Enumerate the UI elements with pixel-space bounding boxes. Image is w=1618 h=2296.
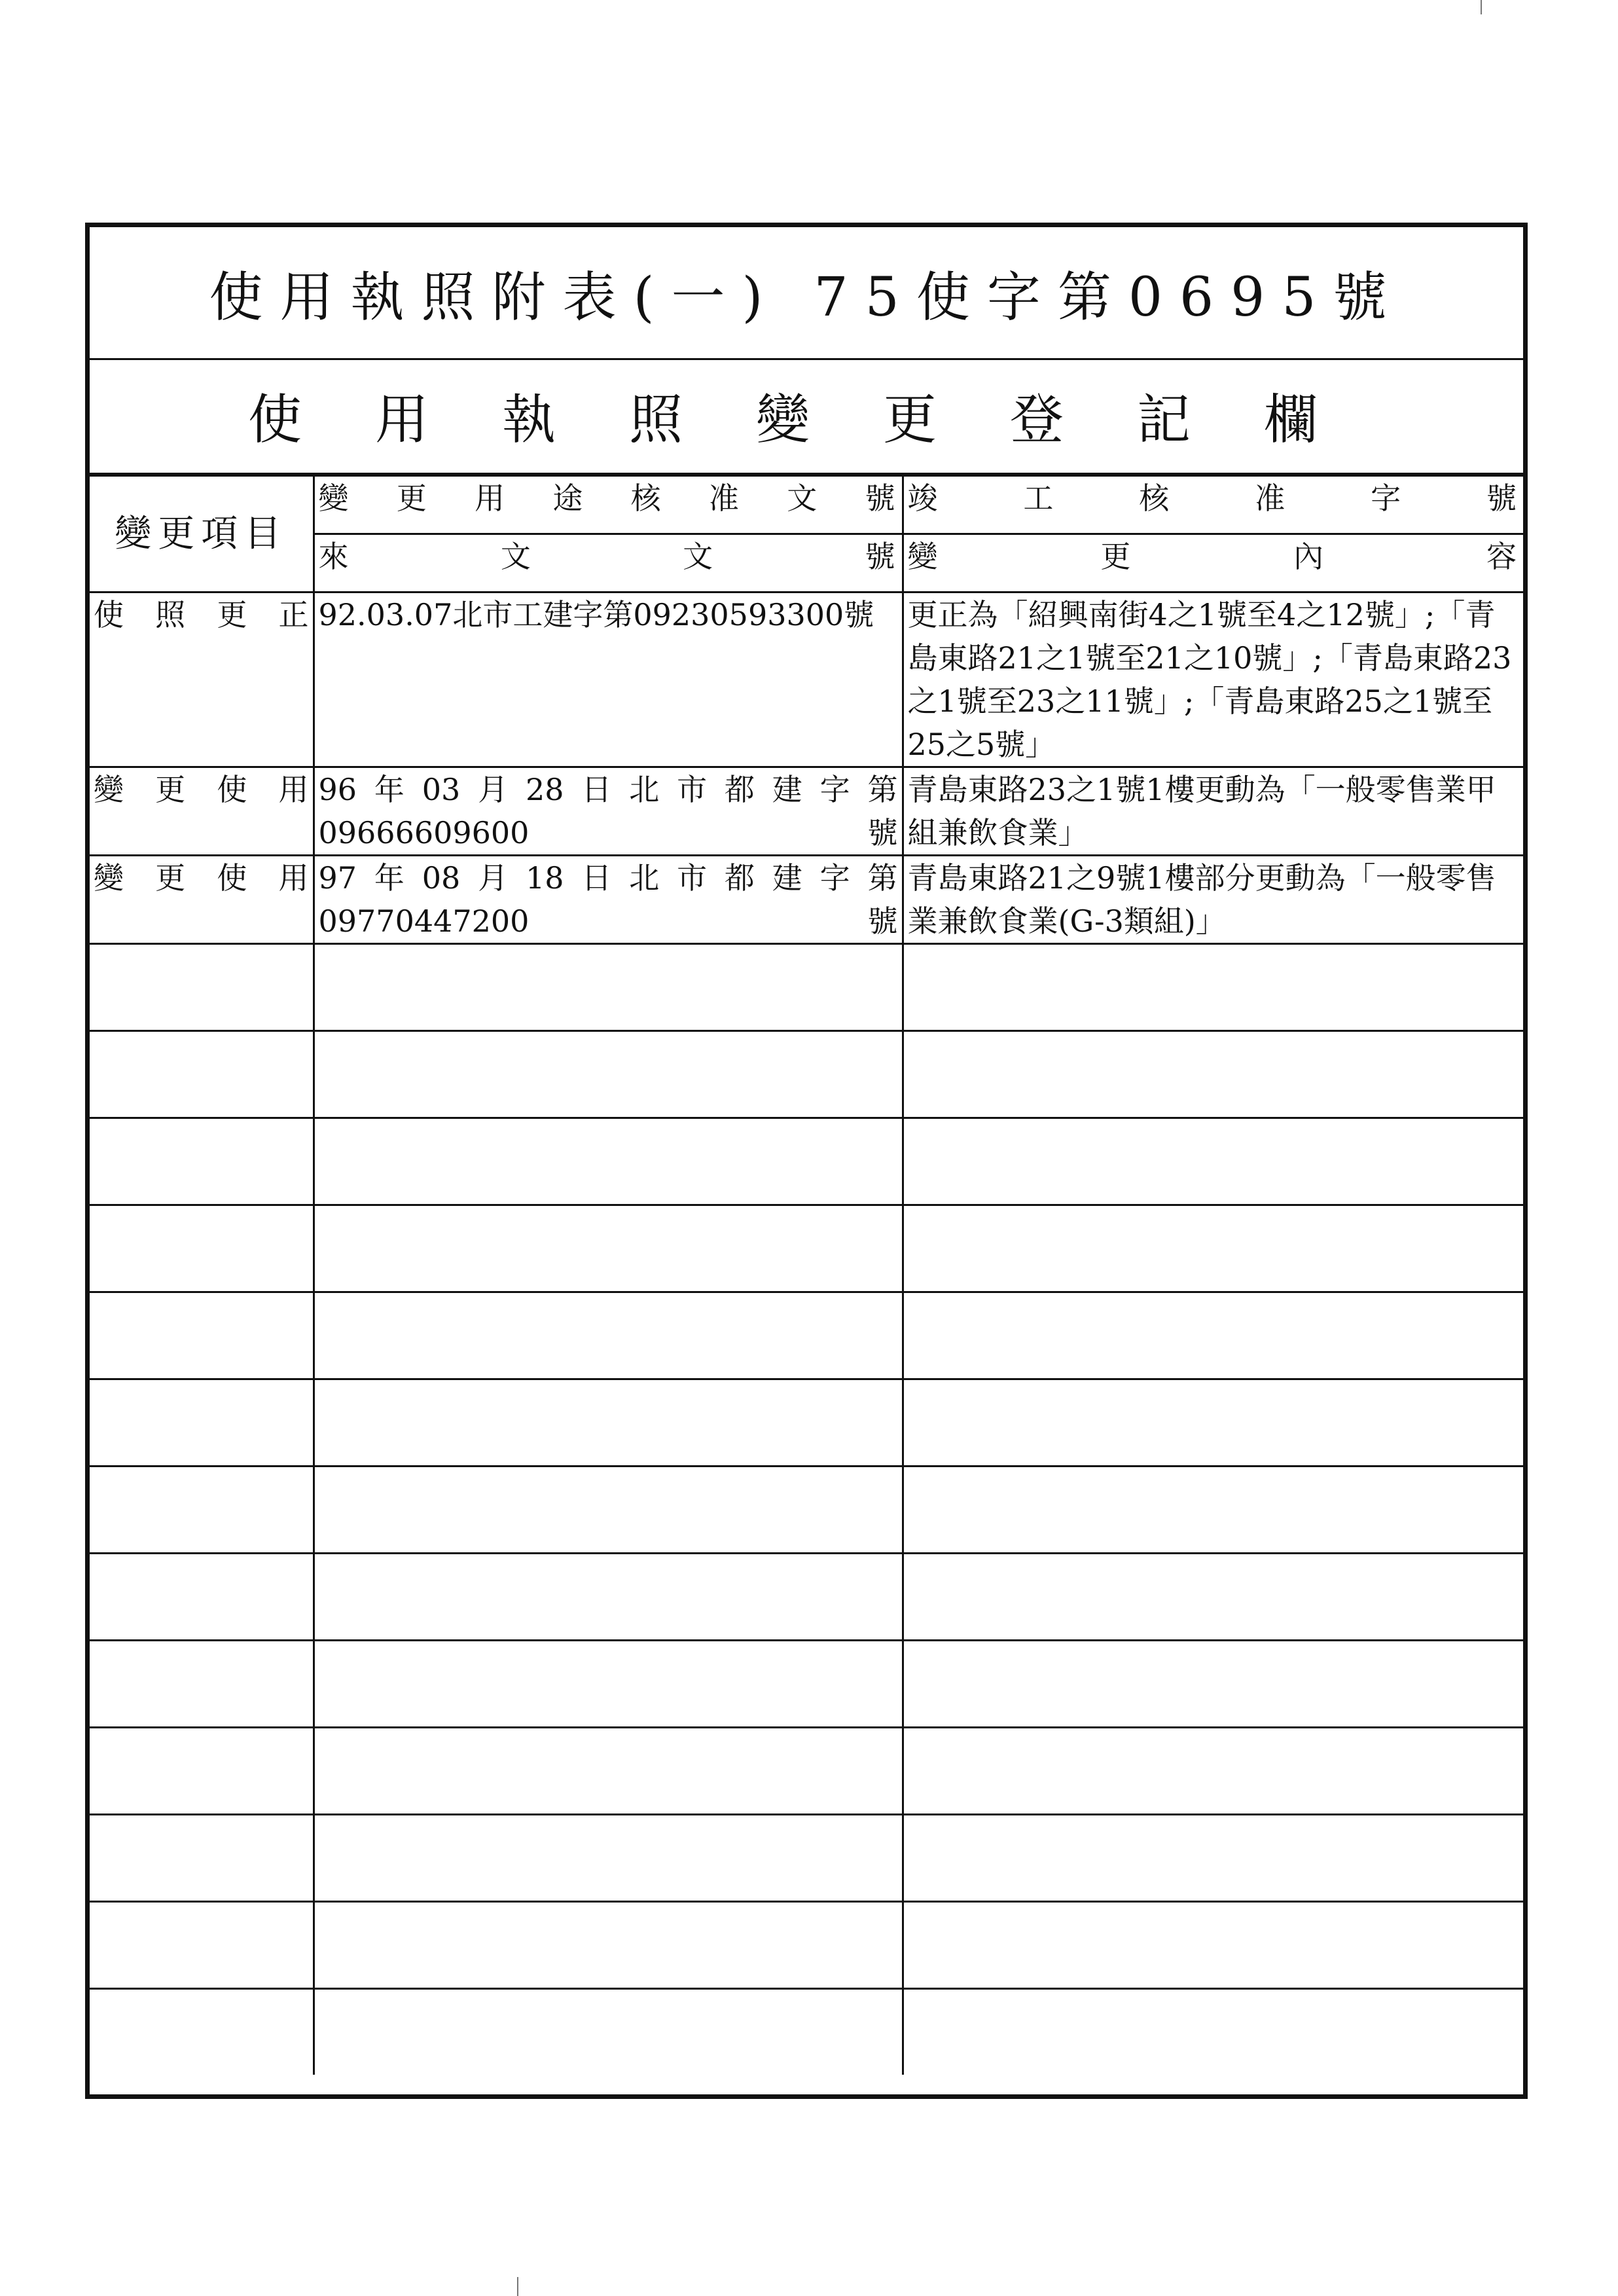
blank-cell [90, 1292, 314, 1379]
blank-cell [314, 1815, 903, 1902]
table-row [90, 856, 1523, 944]
change-register-table [90, 475, 1523, 2075]
column-header-completion-no: 竣工核准字號 [903, 476, 1523, 534]
entry-content: 青島東路21之9號1樓部分更動為「一般零售業兼飲食業(G-3類組)」 [903, 856, 1523, 944]
blank-cell [90, 1989, 314, 2075]
blank-cell [314, 1641, 903, 1728]
blank-cell [314, 1292, 903, 1379]
blank-cell [314, 1118, 903, 1205]
blank-cell [90, 1118, 314, 1205]
blank-row [90, 944, 1523, 1031]
blank-row [90, 1292, 1523, 1379]
blank-cell [903, 1641, 1523, 1728]
blank-cell [903, 1379, 1523, 1467]
blank-cell [90, 1728, 314, 1815]
blank-cell [903, 1728, 1523, 1815]
column-header-approval-doc: 變更用途核准文號 [314, 476, 903, 534]
blank-row [90, 1205, 1523, 1292]
blank-cell [903, 1031, 1523, 1118]
entry-item: 使照更正 [90, 592, 314, 767]
blank-cell [314, 1554, 903, 1641]
blank-row [90, 1815, 1523, 1902]
blank-cell [903, 1989, 1523, 2075]
blank-cell [903, 1902, 1523, 1989]
blank-cell [314, 1467, 903, 1554]
column-header-item: 變更項目 [90, 476, 314, 592]
scan-mark [517, 2277, 518, 2296]
blank-cell [314, 1728, 903, 1815]
blank-row [90, 1902, 1523, 1989]
blank-cell [90, 944, 314, 1031]
entry-content: 更正為「紹興南街4之1號至4之12號」;「青島東路21之1號至21之10號」;「青島東路23之1號至23之11號」;「青島東路25之1號至25之5號」 [903, 592, 1523, 767]
table-row [90, 592, 1523, 767]
blank-cell [314, 1379, 903, 1467]
blank-cell [903, 1118, 1523, 1205]
blank-cell [314, 1989, 903, 2075]
blank-cell [90, 1554, 314, 1641]
blank-cell [903, 1815, 1523, 1902]
column-header-incoming-doc: 來文文號 [314, 534, 903, 592]
blank-row [90, 1118, 1523, 1205]
blank-cell [90, 1031, 314, 1118]
blank-row [90, 1379, 1523, 1467]
blank-cell [90, 1467, 314, 1554]
blank-cell [90, 1641, 314, 1728]
header-row-1 [90, 476, 1523, 534]
blank-cell [314, 1205, 903, 1292]
registration-form [85, 223, 1528, 2099]
entry-doc: 96年03月28日北市都建字第09666609600號 [314, 767, 903, 856]
blank-cell [903, 1205, 1523, 1292]
entry-item: 變更使用 [90, 767, 314, 856]
blank-row [90, 1467, 1523, 1554]
blank-cell [903, 1554, 1523, 1641]
form-subtitle: 使用執照變更登記欄 [90, 358, 1523, 475]
entry-item: 變更使用 [90, 856, 314, 944]
entry-doc: 97年08月18日北市都建字第09770447200號 [314, 856, 903, 944]
entry-content: 青島東路23之1號1樓更動為「一般零售業甲組兼飲食業」 [903, 767, 1523, 856]
blank-cell [903, 1467, 1523, 1554]
blank-row [90, 1031, 1523, 1118]
blank-cell [903, 1292, 1523, 1379]
blank-cell [903, 944, 1523, 1031]
blank-row [90, 1989, 1523, 2075]
blank-cell [90, 1902, 314, 1989]
scan-mark [1481, 0, 1482, 14]
blank-row [90, 1641, 1523, 1728]
blank-row [90, 1728, 1523, 1815]
entry-doc: 92.03.07北市工建字第09230593300號 [314, 592, 903, 767]
blank-row [90, 1554, 1523, 1641]
blank-cell [314, 1902, 903, 1989]
blank-cell [90, 1379, 314, 1467]
blank-cell [90, 1815, 314, 1902]
table-row [90, 767, 1523, 856]
blank-cell [90, 1205, 314, 1292]
column-header-content: 變更內容 [903, 534, 1523, 592]
blank-cell [314, 1031, 903, 1118]
form-title: 使用執照附表(一) 75使字第0695號 [90, 227, 1523, 360]
blank-cell [314, 944, 903, 1031]
